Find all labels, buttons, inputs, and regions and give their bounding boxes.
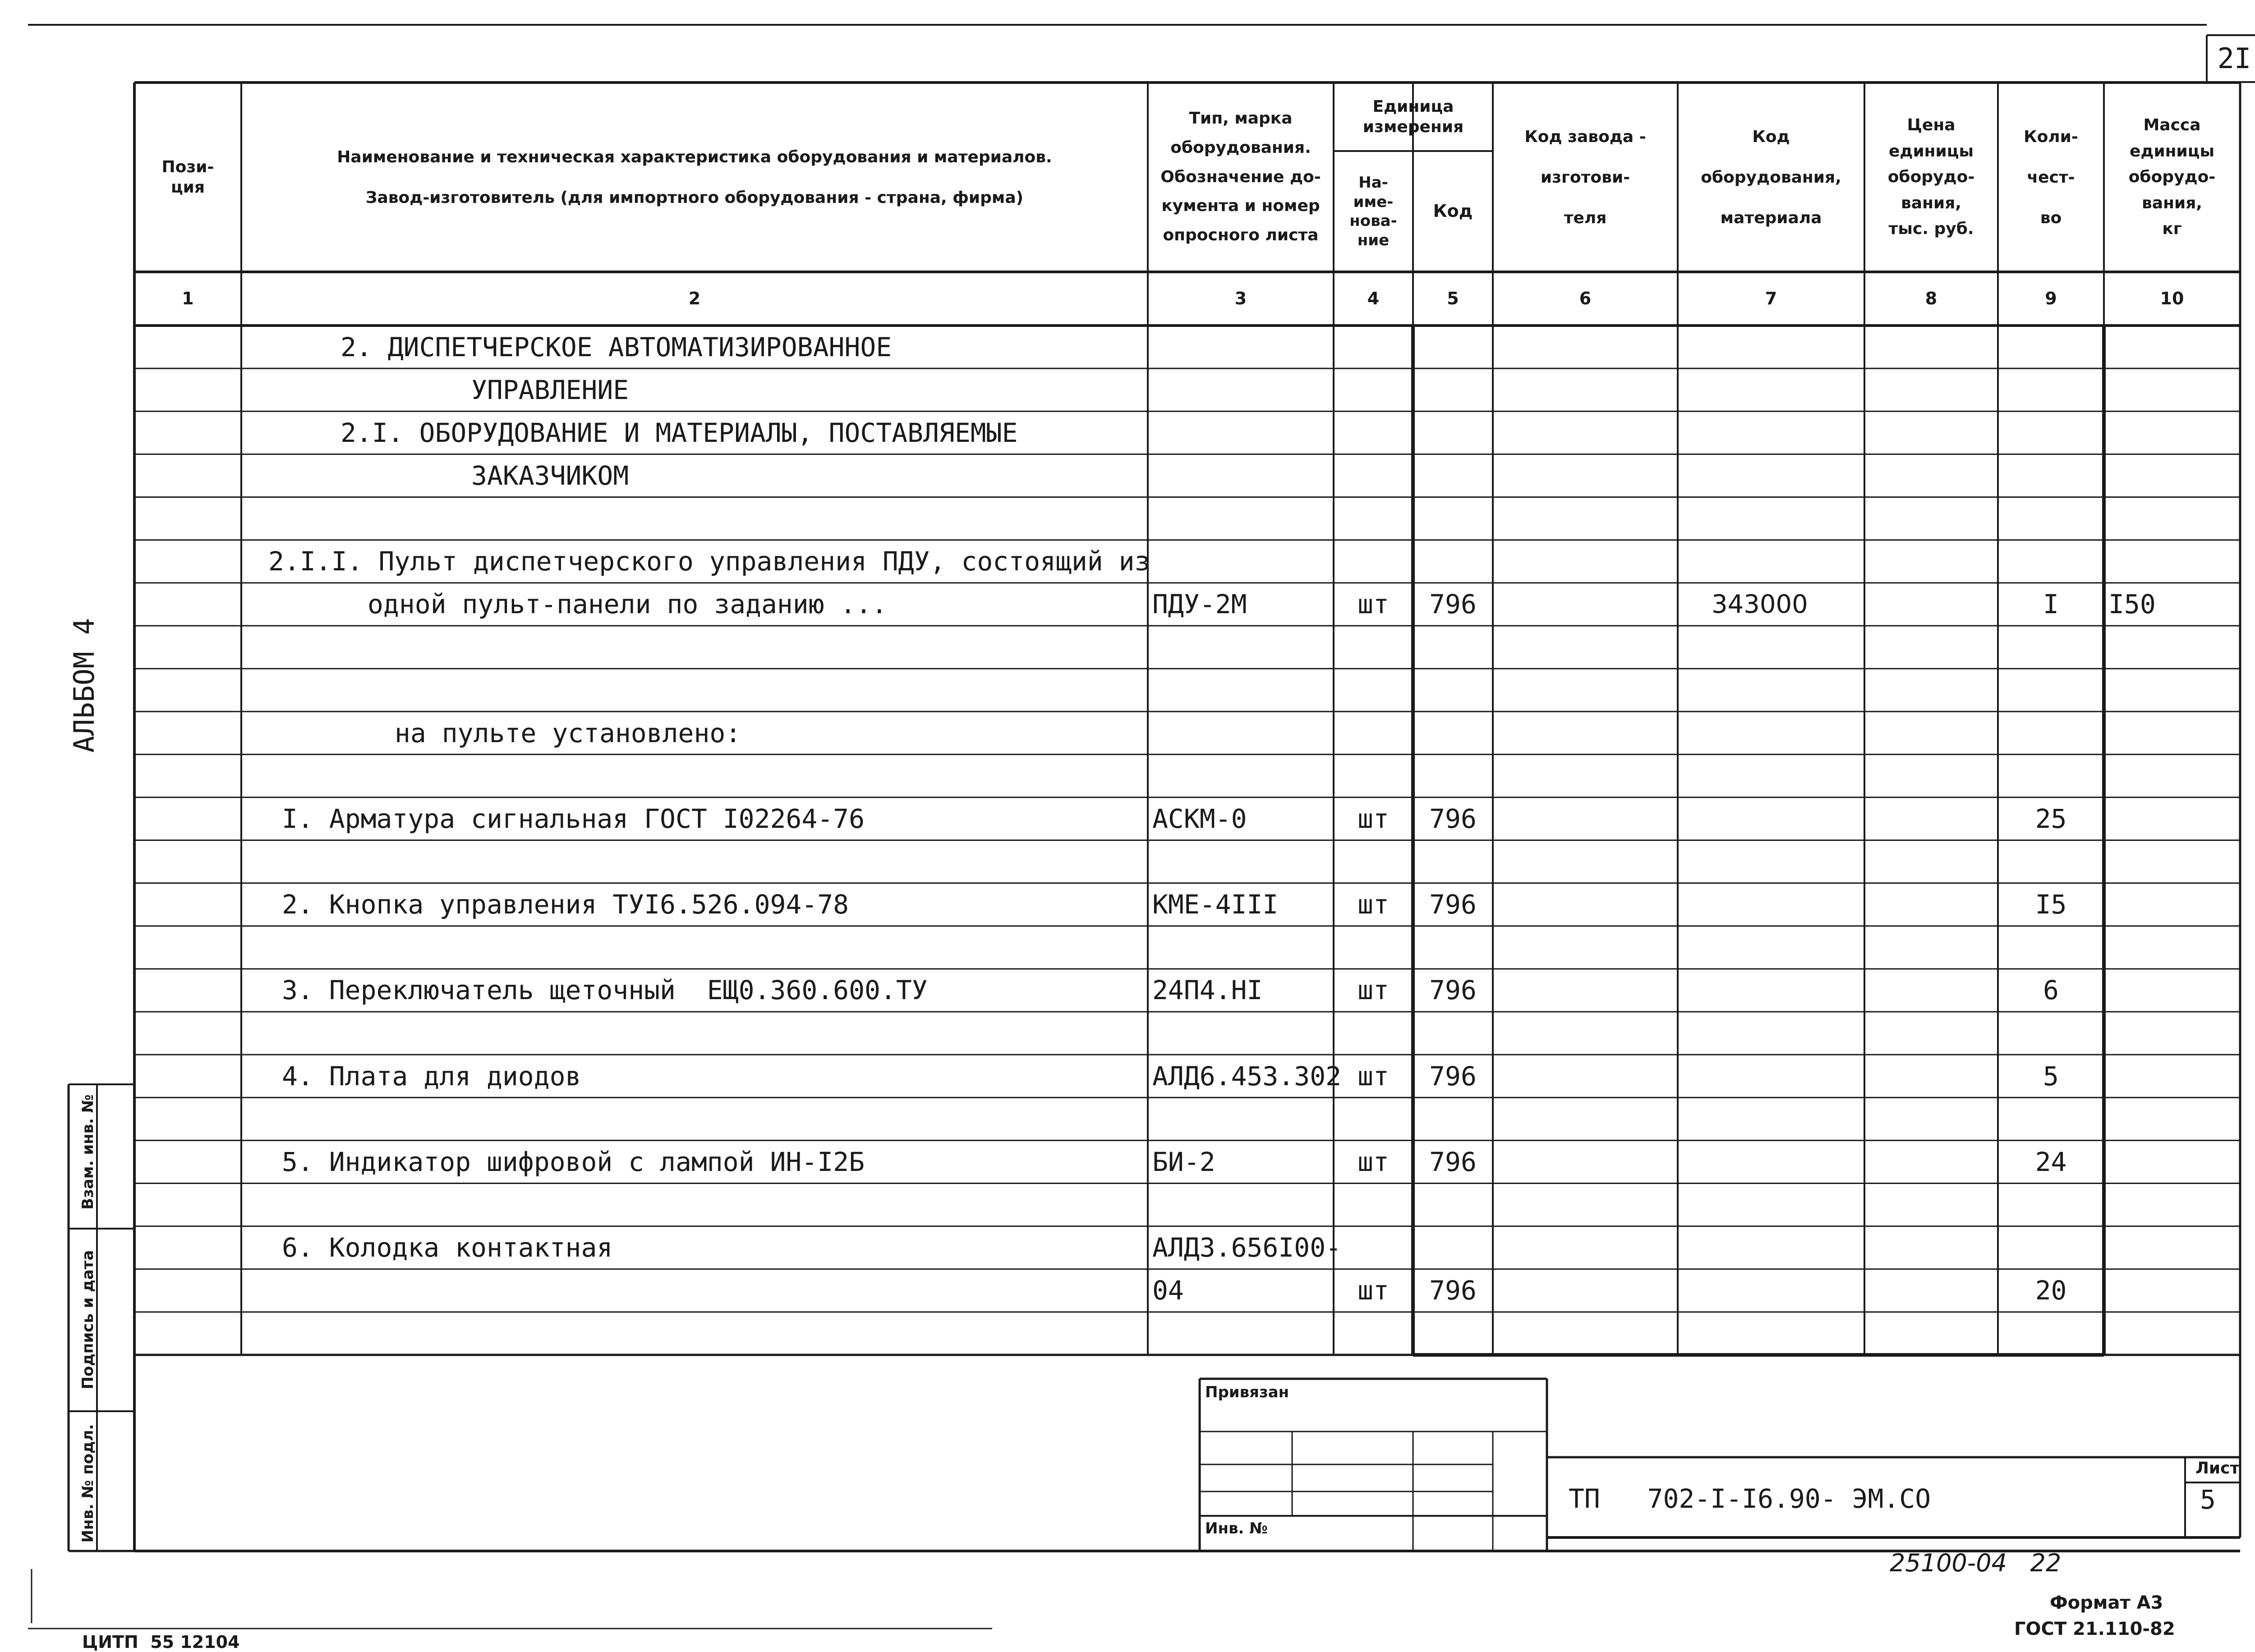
table-row bbox=[134, 797, 2240, 840]
row-unit-code: 796 bbox=[1429, 803, 1477, 834]
row-quantity: 20 bbox=[2035, 1275, 2067, 1306]
document-designation: ТП 702-I-I6.90- ЭМ.СО bbox=[1569, 1483, 1931, 1514]
row-name: 3. Переключатель щеточный ЕЩ0.360.600.ТУ bbox=[282, 975, 928, 1006]
inv-no-label: Инв. № bbox=[1205, 1519, 1268, 1537]
row-unit: шт bbox=[1358, 589, 1389, 620]
table-row bbox=[134, 454, 2240, 497]
row-name: 5. Индикатор шифровой с лампой ИН-I2Б bbox=[282, 1146, 865, 1177]
row-name: одной пульт-панели по заданию ... bbox=[368, 589, 888, 620]
row-type: БИ-2 bbox=[1152, 1146, 1215, 1177]
row-type: КМЕ-4III bbox=[1152, 889, 1279, 920]
table-row bbox=[134, 368, 2240, 411]
row-name: ЗАКАЗЧИКОМ bbox=[471, 460, 629, 491]
row-type: АЛД6.453.302 bbox=[1152, 1060, 1342, 1092]
table-row bbox=[134, 969, 2240, 1012]
row-quantity: 6 bbox=[2043, 975, 2059, 1006]
header-quantity: Коли- чест- во bbox=[2024, 127, 2078, 227]
column-number: 8 bbox=[1925, 288, 1937, 308]
row-quantity: 5 bbox=[2043, 1060, 2059, 1092]
sheet-label: Лист bbox=[2195, 1459, 2240, 1478]
table-row bbox=[134, 754, 2240, 797]
table-row bbox=[134, 1226, 2240, 1269]
table-row bbox=[134, 626, 2240, 669]
row-unit-code: 796 bbox=[1429, 1275, 1477, 1306]
column-number: 2 bbox=[688, 288, 701, 308]
row-unit: шт bbox=[1358, 1146, 1389, 1177]
column-number: 6 bbox=[1579, 288, 1592, 308]
row-quantity: 24 bbox=[2035, 1146, 2067, 1177]
row-unit-code: 796 bbox=[1429, 889, 1477, 920]
header-type: Тип, марка оборудования. Обозначение до- кумента и номер опросного листа bbox=[1160, 109, 1321, 245]
row-unit: шт bbox=[1358, 1275, 1389, 1306]
row-quantity: I5 bbox=[2035, 889, 2067, 920]
row-type: 24П4.НI bbox=[1152, 975, 1263, 1006]
table-row bbox=[134, 926, 2240, 969]
header-unit-code: Код bbox=[1433, 201, 1473, 221]
column-number: 3 bbox=[1234, 288, 1247, 308]
row-quantity: I bbox=[2043, 589, 2059, 620]
row-unit: шт bbox=[1358, 975, 1389, 1006]
row-unit-code: 796 bbox=[1429, 1060, 1477, 1092]
page-number: 2I bbox=[2217, 42, 2251, 75]
table-row bbox=[134, 1312, 2240, 1355]
handwritten-inventory-number: 25100-04 22 bbox=[1890, 1549, 2062, 1577]
header-mass: Масса единицы оборудо- вания, кг bbox=[2128, 116, 2216, 239]
table-row bbox=[134, 1055, 2240, 1097]
row-quantity: 25 bbox=[2035, 803, 2067, 834]
privyazan-label: Привязан bbox=[1205, 1383, 1289, 1401]
column-number: 5 bbox=[1447, 288, 1459, 308]
table-row bbox=[134, 326, 2240, 368]
table-row bbox=[134, 1269, 2240, 1312]
row-mass: I50 bbox=[2108, 589, 2156, 620]
row-unit: шт bbox=[1358, 803, 1389, 834]
row-unit: шт bbox=[1358, 889, 1389, 920]
row-name: 2. ДИСПЕТЧЕРСКОЕ АВТОМАТИЗИРОВАННОЕ bbox=[341, 331, 892, 363]
column-number: 10 bbox=[2160, 288, 2184, 308]
stamp-vzam-inv: Взам. инв. № bbox=[79, 1094, 97, 1210]
stamp-podpis-data: Подпись и дата bbox=[79, 1250, 97, 1390]
column-number: 1 bbox=[182, 288, 194, 308]
header-name: Наименование и техническая характеристика оборудования и материалов. Завод-изготовитель (для импортного оборудования - страна, фирма) bbox=[337, 147, 1052, 207]
table-row bbox=[134, 840, 2240, 883]
album-label: АЛЬБОМ 4 bbox=[68, 618, 101, 753]
header-equipment-code: Код оборудования, материала bbox=[1701, 127, 1841, 227]
header-factory-code: Код завода - изготови- теля bbox=[1524, 127, 1646, 227]
table-row bbox=[134, 1184, 2240, 1226]
row-name: 6. Колодка контактная bbox=[282, 1232, 613, 1263]
header-unit-group: Единица измерения bbox=[1362, 97, 1464, 136]
row-unit: шт bbox=[1358, 1060, 1389, 1092]
table-row bbox=[134, 583, 2240, 626]
format-label: Формат А3 bbox=[2050, 1592, 2163, 1613]
row-type: ПДУ-2М bbox=[1152, 589, 1247, 620]
column-number: 4 bbox=[1367, 288, 1380, 308]
row-name: 2.I.I. Пульт диспетчерского управления ПДУ, состоящий из bbox=[268, 546, 1151, 577]
row-type: АСКМ-0 bbox=[1152, 803, 1247, 834]
row-type: АЛДЗ.656I00- bbox=[1152, 1232, 1342, 1263]
table-row bbox=[134, 1097, 2240, 1140]
table-row bbox=[134, 669, 2240, 711]
gost-label: ГОСТ 21.110-82 bbox=[2014, 1619, 2175, 1639]
table-row bbox=[134, 1140, 2240, 1183]
header-price: Цена единицы оборудо- вания, тыс. руб. bbox=[1887, 116, 1975, 239]
table-row bbox=[134, 883, 2240, 926]
row-unit-code: 796 bbox=[1429, 975, 1477, 1006]
row-equipment-code: 343000 bbox=[1712, 589, 1808, 619]
row-name: 4. Плата для диодов bbox=[282, 1060, 581, 1092]
sheet-number: 5 bbox=[2200, 1484, 2216, 1515]
row-type: 04 bbox=[1152, 1275, 1184, 1306]
row-name: УПРАВЛЕНИЕ bbox=[471, 374, 629, 405]
row-name: 2.I. ОБОРУДОВАНИЕ И МАТЕРИАЛЫ, ПОСТАВЛЯЕМЫЕ bbox=[341, 417, 1018, 448]
table-row bbox=[134, 497, 2240, 540]
row-unit-code: 796 bbox=[1429, 1146, 1477, 1177]
column-number: 7 bbox=[1765, 288, 1777, 308]
row-name: I. Арматура сигнальная ГОСТ I02264-76 bbox=[282, 803, 865, 834]
table-row bbox=[134, 540, 2240, 583]
table-row bbox=[134, 1012, 2240, 1055]
stamp-inv-podl: Инв. № подл. bbox=[79, 1424, 97, 1543]
citp-label: ЦИТП 55 12104 bbox=[82, 1632, 240, 1652]
column-number: 9 bbox=[2045, 288, 2057, 308]
table-row bbox=[134, 411, 2240, 454]
row-unit-code: 796 bbox=[1429, 589, 1477, 620]
row-name: на пульте установлено: bbox=[395, 717, 741, 748]
table-row bbox=[134, 711, 2240, 754]
row-name: 2. Кнопка управления ТУI6.526.094-78 bbox=[282, 889, 849, 920]
header-position: Пози- ция bbox=[161, 158, 214, 197]
header-unit-name: На- име- нова- ние bbox=[1349, 174, 1397, 249]
